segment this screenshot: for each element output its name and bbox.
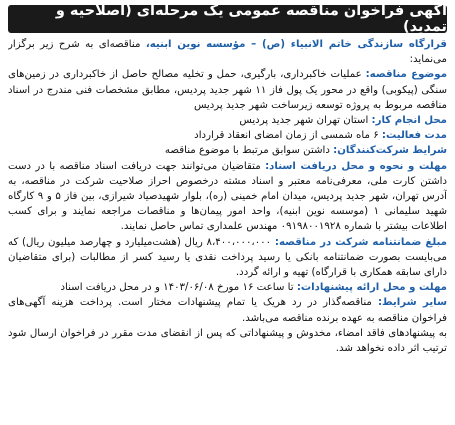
- location-text: استان تهران شهر جدید پردیس: [239, 115, 372, 127]
- other-paragraph: [8, 295, 447, 325]
- location-paragraph: [8, 113, 447, 128]
- other-label: سایر شرایط:: [377, 297, 447, 309]
- intro-label: قرارگاه سازندگی خاتم الانبیاء (ص) – مؤسسه نوین ابنیه،: [145, 39, 447, 50]
- guarantee-text: ۸،۴۰۰،۰۰۰،۰۰۰ ریال (هشت‌میلیارد و چهارصد میلیون ریال) که می‌بایست بصورت ضمانتنامه بانکی یا رسید پرداخت نقدی یا رسید کسر از مطالبات (برای متقاضیان دارای سابقه همکاری با قرارگاه) تهیه و ارائه گردد.: [8, 236, 447, 279]
- documents-paragraph: [8, 159, 447, 235]
- subject-label: موضوع مناقصه:: [365, 69, 447, 81]
- notice-title: آگهی فراخوان مناقصه عمومی یک مرحله‌ای (اصلاحیه و تمدید): [8, 5, 447, 33]
- deadline-label: مهلت و محل ارائه پیشنهادات:: [296, 282, 447, 294]
- conditions-label: شرایط شرکت‌کنندگان:: [333, 145, 447, 157]
- deadline-text: تا ساعت ۱۶ مورخ ۱۴۰۳/۰۶/۰۸ و در محل دریافت اسناد: [60, 282, 297, 294]
- conditions-paragraph: [8, 143, 447, 158]
- subject-text: عملیات خاکبرداری، بارگیری، حمل و تخلیه مصالح حاصل از خاکبرداری در زمین‌های سنگی (پیکوبی) واقع در محور یک پول فاز ۱۱ شهر جدید پردیس، مطابق مشخصات فنی مندرج در اسناد مناقصه مربوط به پروژه توسعه زیرساخت شهر جدید پردیس: [8, 69, 447, 111]
- subject-paragraph: [8, 67, 447, 113]
- guarantee-label: مبلغ ضمانتنامه شرکت در مناقصه:: [274, 236, 447, 248]
- location-label: محل انجام کار:: [371, 115, 447, 127]
- documents-text: متقاضیان می‌توانند جهت دریافت اسناد مناقصه با در دست داشتن کارت ملی، معرفی‌نامه معتبر و اسناد مشته درخصوص احراز صلاحیت شرکت در مناقصه، به آدرس تهران، شهر جدید پردیس، میدان امام خمینی (ره)، بلوار شهیدصیاد شیرازی، بین فاز ۵ و ۹ کارگاه شهید سلیمانی ۱ (موسسه نوین ابنیه)، واحد امور پیمان‌ها و مناقصات مراجعه نمایند و برای کسب اطلاعات بیشتر با شماره ۰۹۱۹۸۰۰۱۹۲۸ مهندس علمداری تماس حاصل نمایند.: [8, 160, 447, 233]
- other-text: مناقصه‌گذار در رد هریک یا تمام پیشنهادات مختار است. پرداخت هزینه آگهی‌های فراخوان مناقصه به عهده برنده مناقصه می‌باشد.: [8, 297, 447, 324]
- notice-body: [8, 37, 447, 421]
- other-text-2: به پیشنهادهای فاقد امضاء، مخدوش و پیشنهاداتی که پس از انقضای مدت مقرر در فراخوان ارسال شود ترتیب اثر داده نخواهد شد.: [8, 327, 447, 355]
- duration-label: مدت فعالیت:: [381, 130, 447, 142]
- intro-text: مناقصه‌ای به شرح زیر برگزار می‌نماید:: [8, 39, 447, 66]
- guarantee-paragraph: [8, 235, 447, 281]
- duration-paragraph: [8, 128, 447, 143]
- deadline-paragraph: [8, 280, 447, 295]
- other-paragraph-2: [8, 326, 447, 356]
- documents-label: مهلت و نحوه و محل دریافت اسناد:: [265, 160, 447, 172]
- duration-text: ۶ ماه شمسی از زمان امضای انعقاد قرارداد: [194, 130, 382, 142]
- intro-paragraph: [8, 37, 447, 67]
- conditions-text: داشتن سوابق مرتبط با موضوع مناقصه: [164, 145, 334, 157]
